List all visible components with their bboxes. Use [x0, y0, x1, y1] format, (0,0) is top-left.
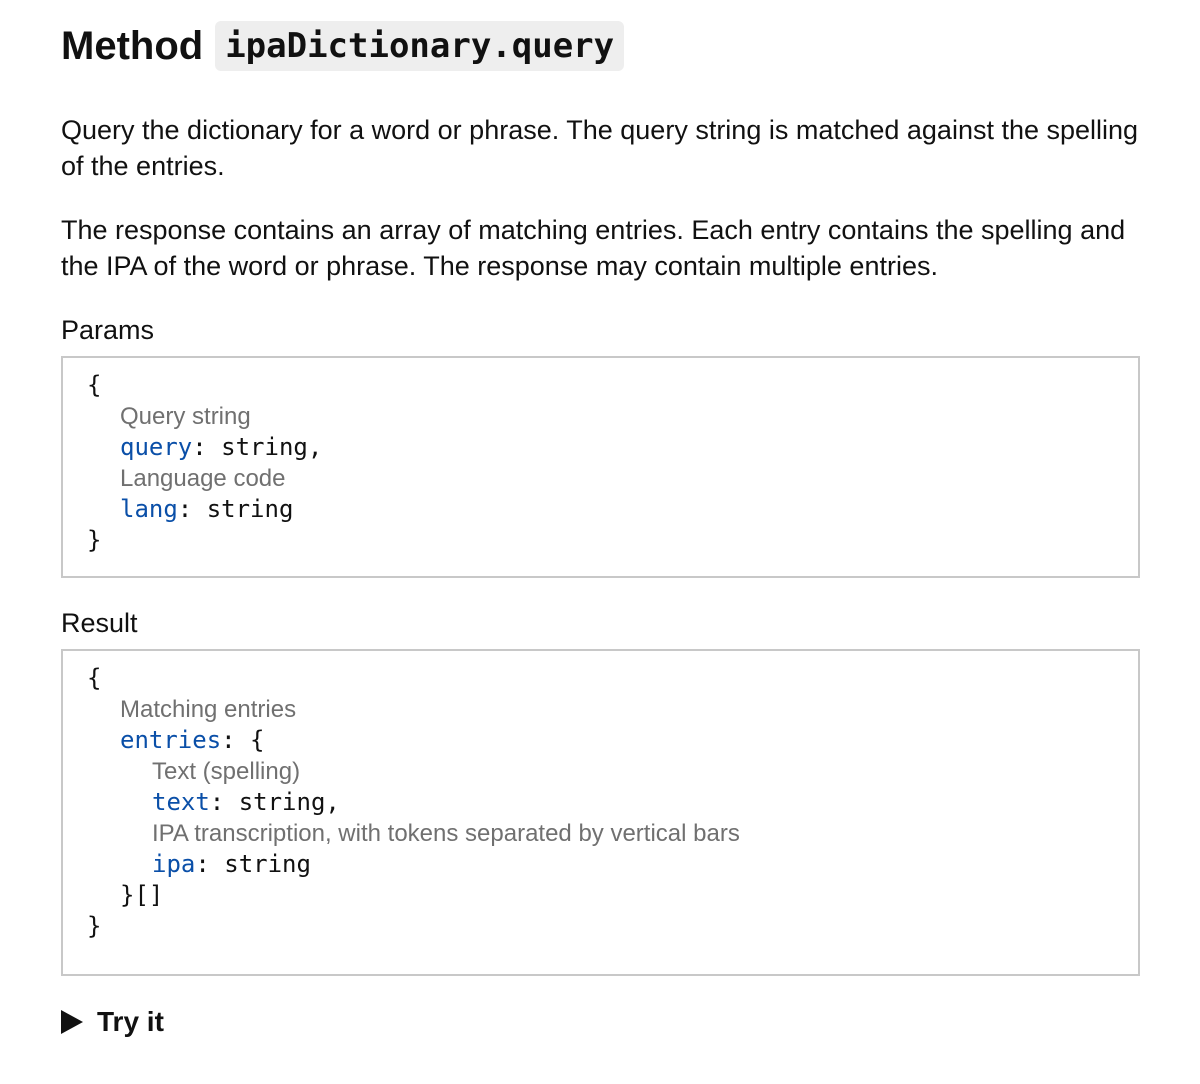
- page-title: [61, 20, 1140, 72]
- params-code-block: [61, 356, 1140, 578]
- result-field-entries: [87, 725, 1114, 756]
- result-type-ipa: : string: [195, 850, 311, 878]
- result-close-brace: }: [87, 912, 102, 940]
- result-comment-ipa: IPA transcription, with tokens separated by vertical bars: [152, 820, 740, 847]
- description-paragraph-2: The response contains an array of matching entries. Each entry contains the spelling and the IPA of the word or phrase. The response may contain multiple entries.: [61, 215, 1126, 281]
- result-code-block: [61, 649, 1140, 976]
- result-type-text: : string,: [209, 788, 340, 816]
- try-it-label: Try it: [97, 1006, 164, 1037]
- result-heading: Result: [61, 608, 138, 638]
- params-close-brace: }: [87, 526, 102, 554]
- params-open-brace: {: [87, 371, 102, 399]
- try-it-toggle[interactable]: [61, 1004, 1140, 1040]
- result-key-text: text: [152, 788, 210, 816]
- param-key-query: query: [120, 433, 193, 461]
- params-heading: Params: [61, 315, 155, 345]
- param-field-query: [87, 432, 1114, 463]
- method-doc-page: [61, 20, 1140, 1040]
- title-prefix: Method: [61, 24, 204, 68]
- play-triangle-icon: [61, 1010, 83, 1034]
- result-key-ipa: ipa: [152, 850, 196, 878]
- param-comment-lang: Language code: [120, 465, 286, 492]
- description-paragraph-1: Query the dictionary for a word or phrase. The query string is matched against the spelling of the entries.: [61, 115, 1139, 181]
- param-comment-query: Query string: [120, 403, 251, 430]
- method-name-code: ipaDictionary.query: [215, 21, 624, 71]
- result-entries-open: : {: [221, 726, 265, 754]
- result-open-brace: {: [87, 664, 102, 692]
- result-field-text: [87, 787, 1114, 818]
- param-field-lang: [87, 494, 1114, 525]
- result-field-ipa: [87, 849, 1114, 880]
- result-entries-close: }[]: [120, 881, 164, 909]
- result-key-entries: entries: [120, 726, 222, 754]
- param-type-lang: : string: [177, 495, 294, 523]
- param-key-lang: lang: [120, 495, 178, 523]
- result-comment-text: Text (spelling): [152, 758, 301, 785]
- param-type-query: : string,: [192, 433, 323, 461]
- result-comment-entries: Matching entries: [120, 696, 297, 723]
